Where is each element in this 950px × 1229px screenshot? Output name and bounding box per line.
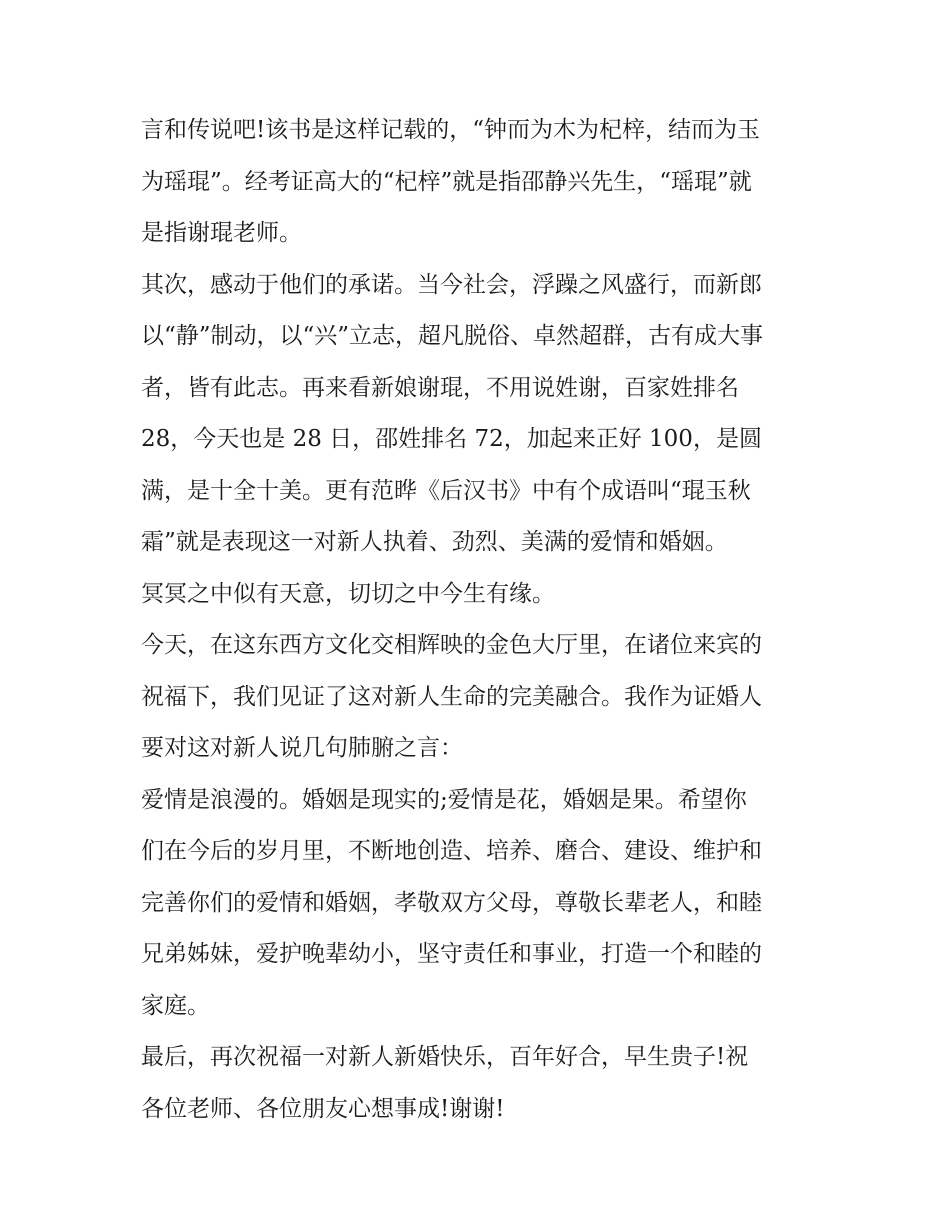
- text-line: 爱情是浪漫的。婚姻是现实的;爱情是花，婚姻是果。希望你: [141, 786, 747, 813]
- text-line: 以“静”制动，以“兴”立志，超凡脱俗、卓然超群，古有成大事: [141, 323, 764, 349]
- text-line: 是指谢琨老师。: [141, 220, 302, 246]
- text-line: 祝福下，我们见证了这对新人生命的完美融合。我作为证婚人: [141, 683, 762, 710]
- text-line: 霜”就是表现这一对新人执着、劲烈、美满的爱情和婚姻。: [141, 529, 728, 555]
- document-body: [141, 105, 821, 1135]
- text-line: 完善你们的爱情和婚姻，孝敬双方父母，尊敬长辈老人，和睦: [141, 889, 762, 916]
- text-line: 最后，再次祝福一对新人新婚快乐，百年好合，早生贵子!祝: [141, 1044, 749, 1070]
- text-line: 满，是十全十美。更有范晔《后汉书》中有个成语叫“琨玉秋: [141, 477, 751, 504]
- text-line: 要对这对新人说几句肺腑之言：: [141, 735, 463, 761]
- text-line: 们在今后的岁月里，不断地创造、培养、磨合、建设、维护和: [141, 838, 762, 864]
- text-line: 今天，在这东西方文化交相辉映的金色大厅里，在诸位来宾的: [141, 632, 762, 658]
- text-line: 家庭。: [141, 992, 210, 1019]
- text-line: 兄弟姊妹，爱护晚辈幼小，坚守责任和事业，打造一个和睦的: [141, 941, 762, 967]
- text-line: 为瑶琨”。经考证高大的“杞梓”就是指邵静兴先生，“瑶琨”就: [141, 168, 752, 195]
- text-line: 者，皆有此志。再来看新娘谢琨，不用说姓谢，百家姓排名: [141, 374, 739, 401]
- text-line: 28，今天也是 28 日，邵姓排名 72，加起来正好 100，是圆: [141, 426, 762, 452]
- text-line: 其次，感动于他们的承诺。当今社会，浮躁之风盛行，而新郎: [141, 271, 762, 298]
- text-line: 各位老师、各位朋友心想事成!谢谢!: [141, 1095, 505, 1122]
- text-line: 言和传说吧!该书是这样记载的，“钟而为木为杞梓，结而为玉: [141, 117, 761, 143]
- text-line: 冥冥之中似有天意，切切之中今生有缘。: [141, 580, 555, 607]
